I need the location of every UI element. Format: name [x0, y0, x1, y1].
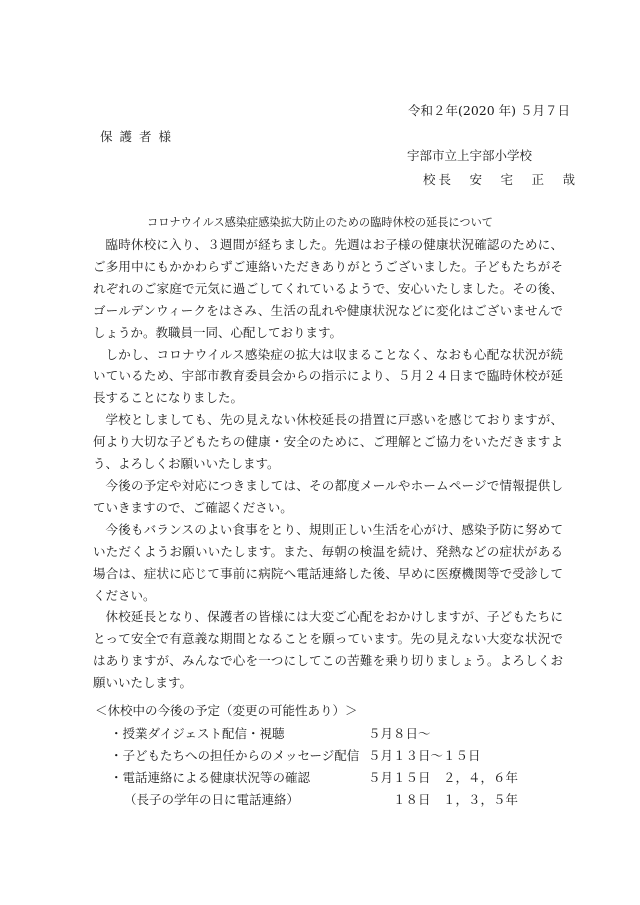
schedule-item-date: １８日 １，３，５年 [393, 792, 519, 807]
schedule-heading: ＜休校中の今後の予定（変更の可能性あり）＞ [95, 703, 358, 718]
schedule-item-date: ５月８日～ [368, 726, 431, 741]
paragraph: 今後もバランスのよい食事をとり、規則正しい生活を心がけ、感染予防に努めていただくようお願いいたします。また、毎朝の検温を続け、発熱などの症状がある場合は、症状に応じて事前に病院へ電話連絡した後、早めに医療機関等で受診してください。 [93, 521, 563, 603]
paragraph: 休校延長となり、保護者の皆様には大変ご心配をおかけしますが、子どもたちにとって安全で有意義な期間となることを願っています。先の見えない大変な状況ではありますが、みんなで心を一つにしてこの苦難を乗り切りましょう。よろしくお願いいたします。 [93, 609, 563, 691]
letter-title: コロナウイルス感染症感染拡大防止のための臨時休校の延長について [147, 216, 493, 229]
letter-date: 令和２年(2020 年) ５月７日 [407, 103, 570, 118]
schedule-item-date: ５月１３日～１５日 [368, 748, 481, 763]
schedule-item-note: （長子の学年の日に電話連絡） [124, 792, 300, 807]
paragraph: 学校としましても、先の見えない休校延長の措置に戸惑いを感じておりますが、何より大切な子どもたちの健康・安全のために、ご理解とご協力をいただきますよう、よろしくお願いいたします。 [93, 412, 563, 472]
paragraph: しかし、コロナウイルス感染症の拡大は収まることなく、なおも心配な状況が続いているため、宇部市教育委員会からの指示により、５月２４日まで臨時休校が延長することになりました。 [93, 346, 563, 406]
paragraph: 今後の予定や対応につきましては、その都度メールやホームページで情報提供していきますので、ご確認ください。 [93, 477, 563, 515]
school-name: 宇部市立上宇部小学校 [407, 148, 533, 163]
schedule-item-label: ・授業ダイジェスト配信・視聴 [110, 726, 285, 741]
recipient: 保護者様 [100, 129, 179, 144]
paragraph: 臨時休校に入り、３週間が経ちました。先週はお子様の健康状況確認のために、ご多用中にもかかわらずご連絡いただきありがとうございました。子どもたちがそれぞれのご家庭で元気に過ごしてくれているようで、安心いたしました。その後、ゴールデンウィークをはさみ、生活の乱れや健康状況などに変化はございませんでしょうか。教職員一同、心配しております。 [93, 237, 563, 340]
schedule-item-label: ・電話連絡による健康状況等の確認 [110, 770, 311, 785]
letter-body [93, 234, 563, 694]
schedule-item-label: ・子どもたちへの担任からのメッセージ配信 [110, 748, 360, 763]
principal-name: 校長 安 宅 正 哉 [423, 172, 579, 187]
schedule-item-date: ５月１５日 ２，４，６年 [368, 770, 519, 785]
